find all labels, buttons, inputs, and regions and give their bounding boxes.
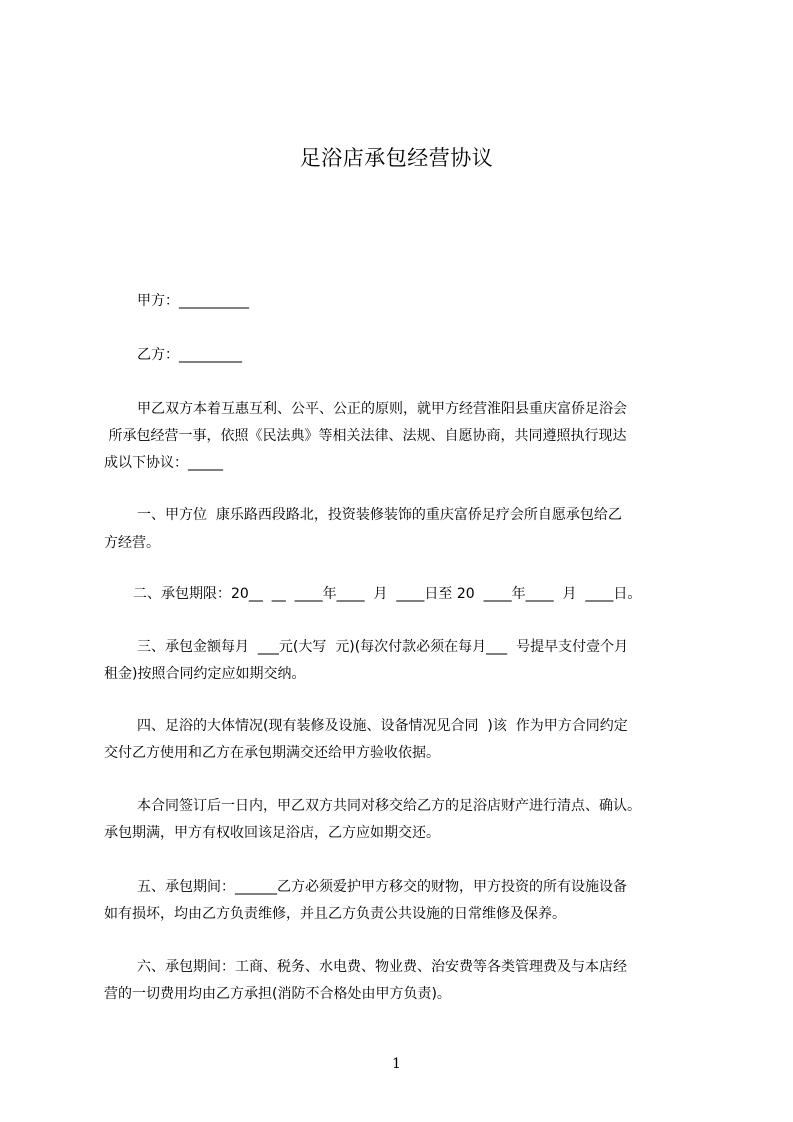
page-number: 1	[392, 1056, 401, 1072]
intro-line-1: 甲乙双方本着互惠互利、公平、公正的原则，就甲方经营淮阳县重庆富侨足浴会	[137, 401, 627, 417]
clause-6-line-1: 六、承包期间：工商、税务、水电费、物业费、治安费等各类管理费及与本店经	[137, 959, 627, 975]
clause-6-line-2: 营的一切费用均由乙方承担(消防不合格处由甲方负责)。	[104, 986, 451, 1002]
clause-4b-line-1: 本合同签订后一日内，甲乙双方共同对移交给乙方的足浴店财产进行清点、确认。	[137, 798, 641, 814]
clause-1-line-1: 一、甲方位 康乐路西段路北，投资装修装饰的重庆富侨足疗会所自愿承包给乙	[137, 507, 622, 523]
clause-4-line-2: 交付乙方使用和乙方在承包期满交还给甲方验收依据。	[104, 745, 440, 761]
intro-line-2: 所承包经营一事，依照《民法典》等相关法律、法规、自愿协商，共同遵照执行现达	[104, 428, 627, 444]
party-b-line: 乙方：_________	[137, 347, 242, 363]
clause-5-line-1: 五、承包期间：______乙方必须爱护甲方移交的财物，甲方投资的所有设施设备	[137, 879, 627, 895]
intro-line-3: 成以下协议：_____	[104, 455, 223, 471]
clause-1-line-2: 方经营。	[104, 535, 160, 551]
clause-4-line-1: 四、足浴的大体情况(现有装修及设施、设备情况见合同 )该 作为甲方合同约定	[137, 718, 628, 734]
clause-2-line-1: 二、承包期限：20__ __ ____年____ 月 ____日至 20 ____年____ 月 ____日。	[133, 586, 642, 602]
clause-5-line-2: 如有损坏，均由乙方负责维修，并且乙方负责公共设施的日常维修及保养。	[104, 906, 566, 922]
clause-3-line-2: 租金)按照合同约定应如期交纳。	[104, 666, 306, 682]
document-title: 足浴店承包经营协议	[299, 146, 494, 170]
clause-3-line-1: 三、承包金额每月 ___元(大写 元)(每次付款必须在每月___ 号提早支付壹个月	[137, 639, 629, 655]
party-a-line: 甲方：__________	[137, 293, 249, 309]
clause-4b-line-2: 承包期满，甲方有权收回该足浴店，乙方应如期交还。	[104, 825, 440, 841]
